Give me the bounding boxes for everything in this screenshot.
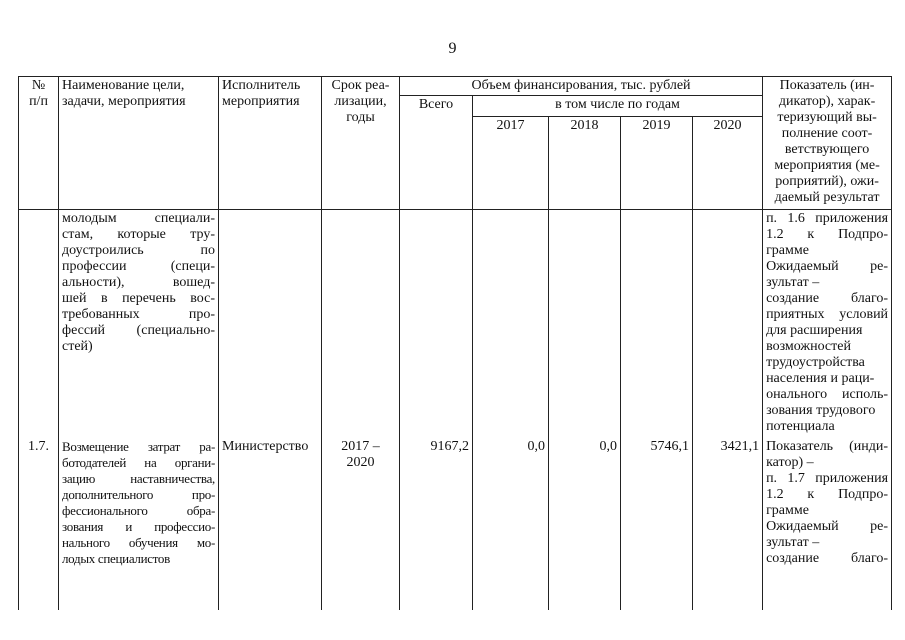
row-executor [219, 210, 322, 439]
header-year-2018: 2018 [549, 117, 621, 210]
header-year-2019: 2019 [621, 117, 693, 210]
header-executor: Исполнитель мероприятия [219, 77, 322, 210]
row-year-2018 [549, 210, 621, 439]
row-year-2020: 3421,1 [693, 438, 763, 610]
row-name: Возмещение затрат ра- ботодателей на органи- зацию наставничества, дополнительного про- фессионального обра- зования и профессио- нального обучения мо- лодых специалистов [59, 438, 219, 610]
row-period: 2017 – 2020 [322, 438, 400, 610]
row-total: 9167,2 [400, 438, 473, 610]
header-name: Наименование цели, задачи, мероприятия [59, 77, 219, 210]
page-number: 9 [448, 40, 457, 57]
program-table [18, 76, 892, 610]
header-financing: Объем финансирования, тыс. рублей [400, 77, 763, 96]
header-year-2020: 2020 [693, 117, 763, 210]
row-year-2019: 5746,1 [621, 438, 693, 610]
row-executor: Министерство [219, 438, 322, 610]
row-year-2017 [473, 210, 549, 439]
row-num [19, 210, 59, 439]
header-by-years: в том числе по годам [473, 96, 763, 117]
row-year-2020 [693, 210, 763, 439]
row-total [400, 210, 473, 439]
table-row [19, 438, 892, 610]
row-indicator: п. 1.6 приложения 1.2 к Подпро- грамме Ожидаемый ре- зультат – создание благо- приятных условий для расширения возможностей трудоустройства населения и раци- онального исполь- зования трудового потенциала [763, 210, 892, 439]
row-year-2019 [621, 210, 693, 439]
row-year-2018: 0,0 [549, 438, 621, 610]
table-row [19, 210, 892, 439]
header-period: Срок реа- лизации, годы [322, 77, 400, 210]
header-indicator: Показатель (ин- дикатор), харак- теризующий вы- полнение соот- ветствующего мероприятия (ме- роприятий), ожи- даемый результат [763, 77, 892, 210]
row-indicator: Показатель (инди- катор) – п. 1.7 приложения 1.2 к Подпро- грамме Ожидаемый ре- зультат – создание благо- [763, 438, 892, 610]
header-num: № п/п [19, 77, 59, 210]
row-num: 1.7. [19, 438, 59, 610]
header-total: Всего [400, 96, 473, 210]
row-name: молодым специали- стам, которые тру- доустроились по профессии (специ- альности), вошед- шей в перечень вос- требованных про- фессий (специально- стей) [59, 210, 219, 439]
header-year-2017: 2017 [473, 117, 549, 210]
row-period [322, 210, 400, 439]
row-year-2017: 0,0 [473, 438, 549, 610]
